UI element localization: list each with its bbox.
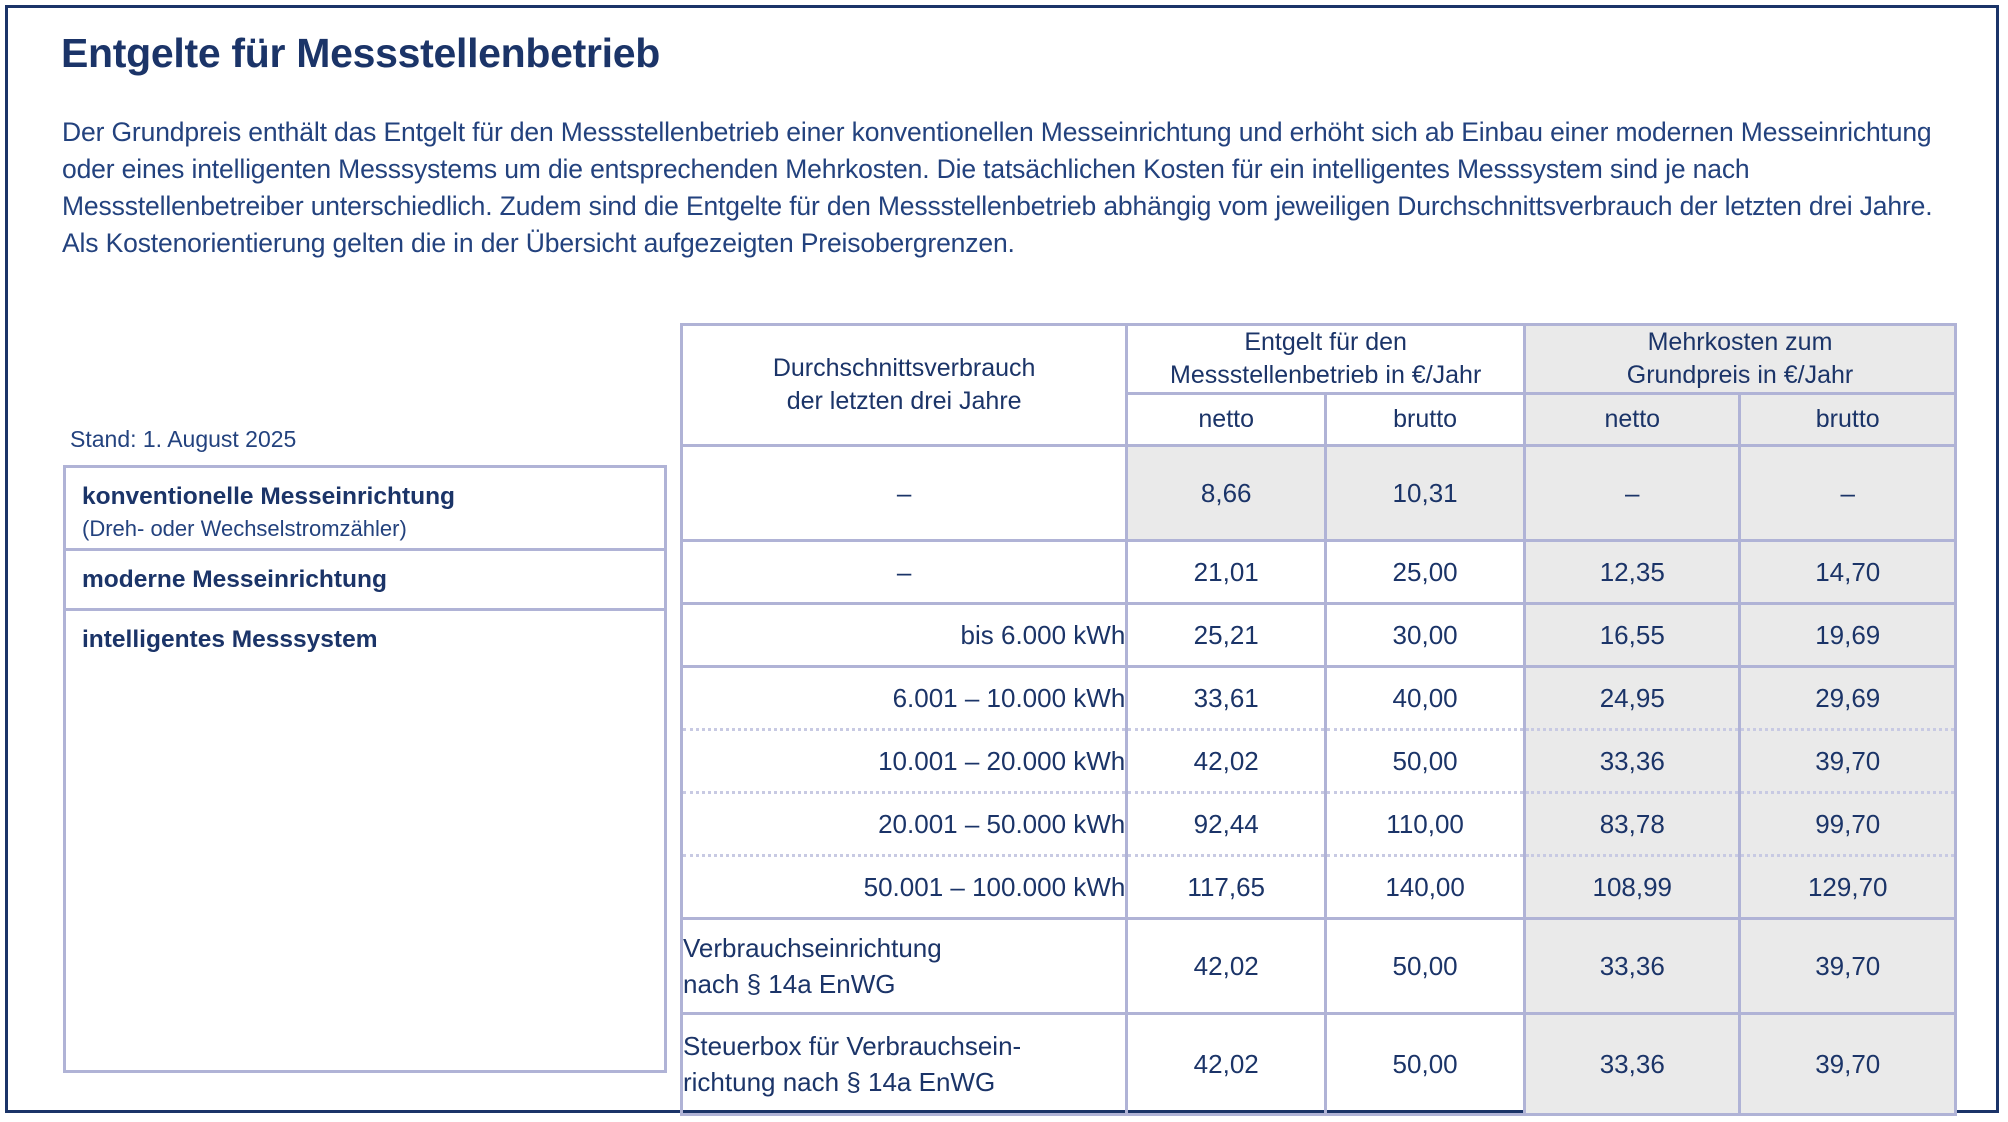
column-header-mehrkosten-netto: netto <box>1525 394 1740 446</box>
header-line-1: Mehrkosten zum <box>1647 328 1833 356</box>
table-row <box>682 667 1956 730</box>
cell-mehrkosten-brutto: 19,69 <box>1740 604 1956 667</box>
category-intelligentes-messsystem <box>66 611 664 1070</box>
table-body <box>682 446 1956 1115</box>
category-title: konventionelle Messeinrichtung <box>82 483 456 510</box>
column-group-header-mehrkosten <box>1525 325 1956 394</box>
intro-paragraph: Der Grundpreis enthält das Entgelt für den Messstellenbetrieb einer konventionellen Messeinrichtung und erhöht sich ab Einbau einer modernen Messeinrichtung oder eines intelligenten Messsystems um die entsprechenden Mehrkosten. Die tatsächlichen Kosten für ein intelligentes Messsystem sind je nach Messstellenbetreiber unterschiedlich. Zudem sind die Entgelte für den Messstellenbetrieb abhängig vom jeweiligen Durchschnittsverbrauch der letzten drei Jahre. Als Kostenorientierung gelten die in der Übersicht aufgezeigten Preisobergrenzen. <box>62 117 1933 258</box>
cell-entgelt-brutto: 50,00 <box>1326 919 1525 1014</box>
column-header-mehrkosten-brutto: brutto <box>1740 394 1956 446</box>
cell-entgelt-brutto: 140,00 <box>1326 856 1525 919</box>
cell-mehrkosten-netto: 33,36 <box>1525 919 1740 1014</box>
cell-mehrkosten-netto: – <box>1525 446 1740 541</box>
column-header-durchschnittsverbrauch <box>682 325 1127 446</box>
category-title: intelligentes Messsystem <box>82 626 378 653</box>
cell-entgelt-netto: 33,61 <box>1127 667 1326 730</box>
cell-mehrkosten-brutto: 29,69 <box>1740 667 1956 730</box>
table-row <box>682 793 1956 856</box>
page-frame <box>5 5 1999 1113</box>
cell-durchschnittsverbrauch: – <box>682 446 1127 541</box>
header-line-1: Durchschnittsverbrauch <box>772 354 1036 382</box>
category-panel <box>63 465 667 1073</box>
cell-entgelt-brutto: 40,00 <box>1326 667 1525 730</box>
table-row <box>682 856 1956 919</box>
cell-entgelt-netto: 42,02 <box>1127 730 1326 793</box>
cell-entgelt-brutto: 30,00 <box>1326 604 1525 667</box>
cell-durchschnittsverbrauch: 10.001 – 20.000 kWh <box>682 730 1127 793</box>
header-line-2: der letzten drei Jahre <box>786 387 1022 415</box>
cell-mehrkosten-netto: 108,99 <box>1525 856 1740 919</box>
cell-entgelt-brutto: 10,31 <box>1326 446 1525 541</box>
table-header <box>682 325 1956 446</box>
cell-mehrkosten-netto: 33,36 <box>1525 730 1740 793</box>
category-subtitle: (Dreh- oder Wechselstromzähler) <box>82 516 407 541</box>
cell-entgelt-brutto: 25,00 <box>1326 541 1525 604</box>
cell-mehrkosten-brutto: – <box>1740 446 1956 541</box>
cell-entgelt-netto: 92,44 <box>1127 793 1326 856</box>
cell-durchschnittsverbrauch: Verbrauchseinrichtung nach § 14a EnWG <box>682 919 1127 1014</box>
cell-mehrkosten-netto: 12,35 <box>1525 541 1740 604</box>
cell-mehrkosten-netto: 33,36 <box>1525 1014 1740 1115</box>
header-line-1: Entgelt für den <box>1244 328 1407 356</box>
table-row <box>682 604 1956 667</box>
cell-mehrkosten-brutto: 99,70 <box>1740 793 1956 856</box>
cell-durchschnittsverbrauch: – <box>682 541 1127 604</box>
tariff-table <box>680 323 1957 1116</box>
cell-durchschnittsverbrauch: Steuerbox für Verbrauchsein- richtung nach § 14a EnWG <box>682 1014 1127 1115</box>
table-row <box>682 541 1956 604</box>
table-row <box>682 730 1956 793</box>
cell-mehrkosten-netto: 24,95 <box>1525 667 1740 730</box>
page-title: Entgelte für Messstellenbetrieb <box>61 30 661 76</box>
cell-entgelt-netto: 25,21 <box>1127 604 1326 667</box>
column-header-entgelt-netto: netto <box>1127 394 1326 446</box>
header-line-2-unit: in €/Jahr <box>1750 361 1854 389</box>
cell-entgelt-netto: 21,01 <box>1127 541 1326 604</box>
cell-mehrkosten-netto: 83,78 <box>1525 793 1740 856</box>
header-line-2-unit: in €/Jahr <box>1378 361 1482 389</box>
cell-entgelt-brutto: 110,00 <box>1326 793 1525 856</box>
cell-mehrkosten-brutto: 129,70 <box>1740 856 1956 919</box>
cell-entgelt-netto: 42,02 <box>1127 919 1326 1014</box>
cell-entgelt-netto: 42,02 <box>1127 1014 1326 1115</box>
cell-entgelt-brutto: 50,00 <box>1326 730 1525 793</box>
header-line-2-bold: Messstellenbetrieb <box>1170 361 1379 389</box>
header-line-2-bold: Grundpreis <box>1626 361 1751 389</box>
cell-mehrkosten-brutto: 14,70 <box>1740 541 1956 604</box>
cell-durchschnittsverbrauch: 20.001 – 50.000 kWh <box>682 793 1127 856</box>
effective-date-label: Stand: 1. August 2025 <box>70 426 297 452</box>
table-row <box>682 919 1956 1014</box>
cell-entgelt-netto: 117,65 <box>1127 856 1326 919</box>
category-title: moderne Messeinrichtung <box>82 566 387 593</box>
category-konventionelle-messeinrichtung <box>66 468 664 551</box>
table-header-row-groups <box>682 325 1956 394</box>
table-row <box>682 446 1956 541</box>
column-header-entgelt-brutto: brutto <box>1326 394 1525 446</box>
category-moderne-messeinrichtung <box>66 551 664 611</box>
cell-mehrkosten-brutto: 39,70 <box>1740 1014 1956 1115</box>
cell-durchschnittsverbrauch: 50.001 – 100.000 kWh <box>682 856 1127 919</box>
column-group-header-entgelt <box>1127 325 1525 394</box>
cell-mehrkosten-brutto: 39,70 <box>1740 919 1956 1014</box>
cell-entgelt-netto: 8,66 <box>1127 446 1326 541</box>
cell-mehrkosten-brutto: 39,70 <box>1740 730 1956 793</box>
cell-entgelt-brutto: 50,00 <box>1326 1014 1525 1115</box>
tariff-table-container <box>680 323 1957 1097</box>
cell-durchschnittsverbrauch: bis 6.000 kWh <box>682 604 1127 667</box>
cell-mehrkosten-netto: 16,55 <box>1525 604 1740 667</box>
cell-durchschnittsverbrauch: 6.001 – 10.000 kWh <box>682 667 1127 730</box>
table-row <box>682 1014 1956 1115</box>
